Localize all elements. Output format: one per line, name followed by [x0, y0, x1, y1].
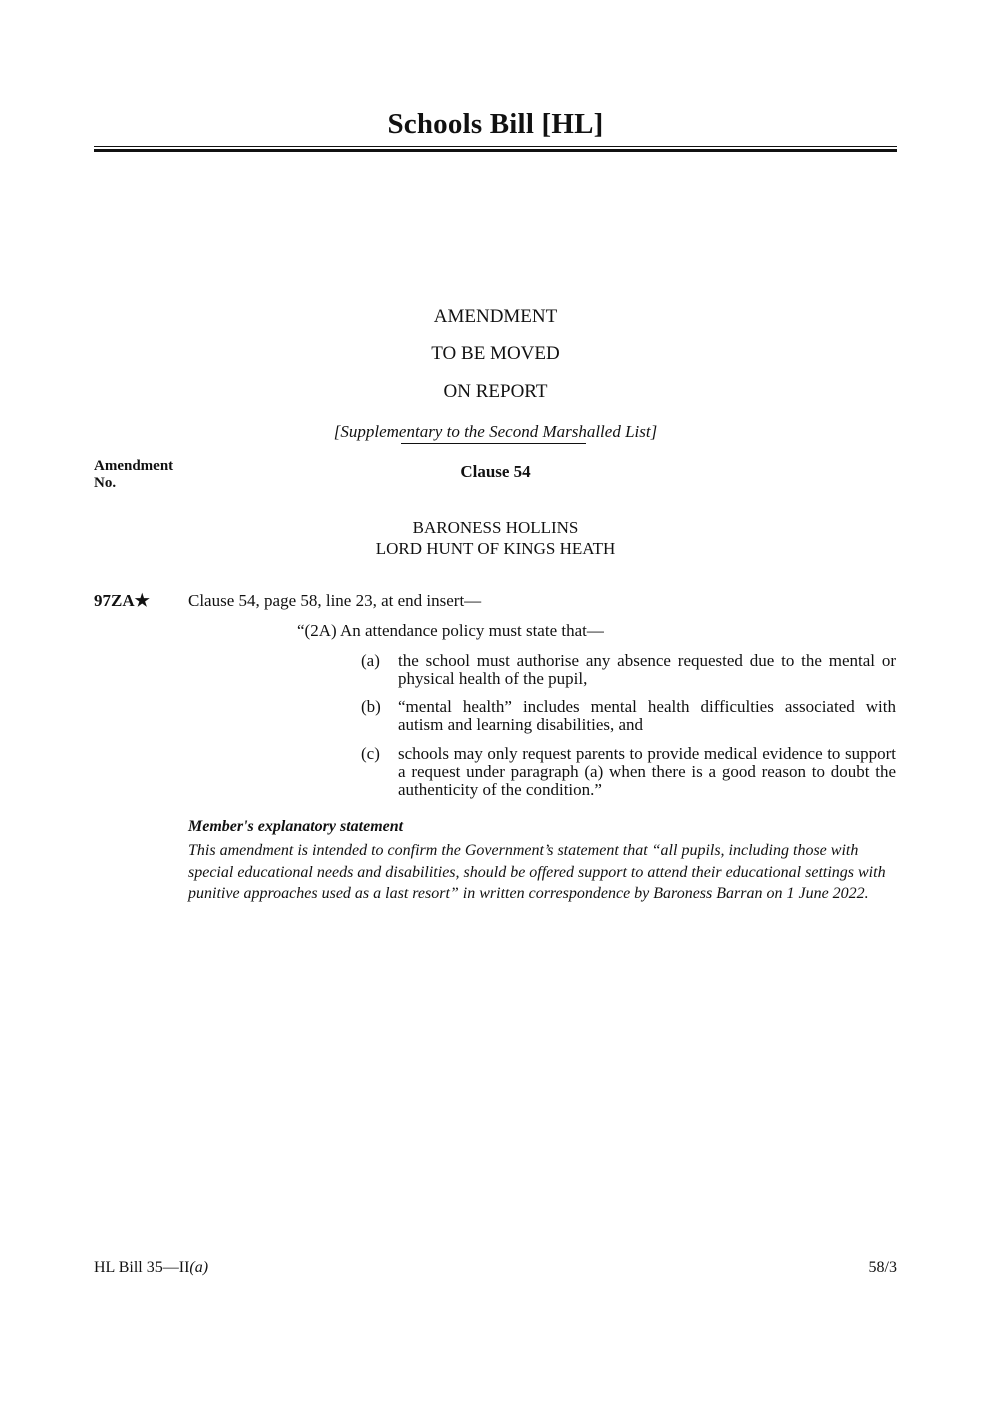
supplementary-underline [401, 443, 586, 444]
paragraph-label: (a) [361, 651, 380, 670]
member-names [0, 517, 991, 559]
paragraph-label: (c) [361, 744, 380, 763]
bill-ref-prefix: HL Bill 35—II [94, 1259, 190, 1276]
amendment-label-line1: Amendment [94, 458, 174, 474]
clause-heading: Clause 54 [460, 462, 531, 481]
member-name: BARONESS HOLLINS [412, 518, 579, 537]
paragraph-text: “mental health” includes mental health difficulties associated with autism and learning disabilities, and [398, 697, 896, 734]
title-rule-thin [94, 146, 897, 147]
amendment-label-line2: No. [94, 475, 117, 491]
title-rule-thick [94, 149, 897, 152]
heading-to-be-moved: TO BE MOVED [431, 343, 560, 364]
paragraph-text: schools may only request parents to provide medical evidence to support a request under paragraph (a) when there is a good reason to doubt the authenticity of the condition.” [398, 744, 896, 799]
heading-amendment: AMENDMENT [433, 306, 558, 327]
explanatory-statement-heading: Member's explanatory statement [188, 818, 404, 835]
heading-on-report: ON REPORT [443, 381, 548, 402]
amendment-number: 97ZA★ [94, 591, 150, 610]
footer-page-reference: 58/3 [868, 1259, 897, 1276]
inserted-subsection: “(2A) An attendance policy must state that— [297, 621, 604, 640]
amendment-instruction: Clause 54, page 58, line 23, at end insert— [188, 591, 482, 610]
explanatory-statement-body: This amendment is intended to confirm the Government’s statement that “all pupils, including those with special educational needs and disabilities, should be offered support to attend their educational settings with punitive approaches used as a last resort” in written correspondence by Baroness Barran on 1 June 2022. [188, 842, 886, 902]
member-name: LORD HUNT OF KINGS HEATH [375, 539, 616, 558]
bill-ref-suffix: (a) [189, 1259, 209, 1276]
paragraph-label: (b) [361, 697, 381, 716]
footer-bill-reference [94, 1259, 208, 1277]
paragraph-text: the school must authorise any absence requested due to the mental or physical health of the pupil, [398, 651, 896, 688]
supplementary-note: [Supplementary to the Second Marshalled List] [333, 422, 658, 441]
bill-title: Schools Bill [HL] [387, 108, 604, 140]
